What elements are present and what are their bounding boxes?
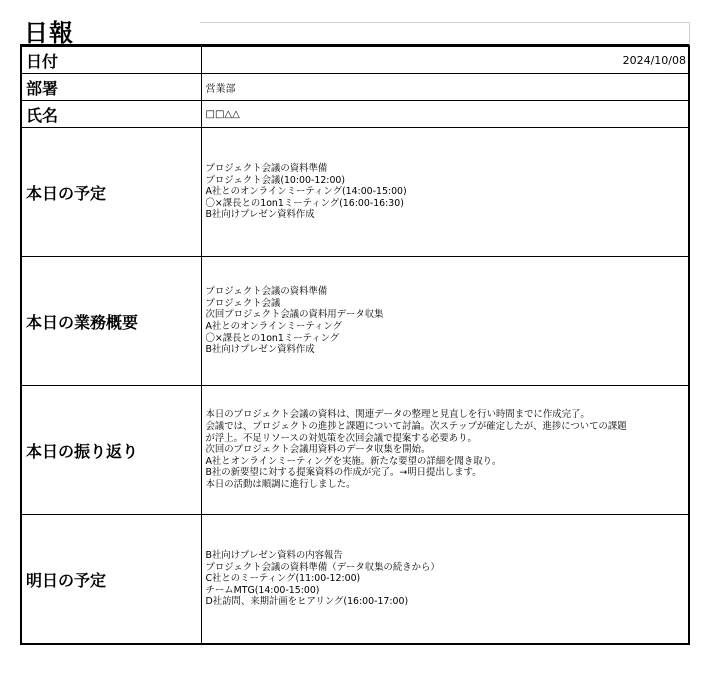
report-table bbox=[20, 46, 690, 645]
date-label-cell[interactable]: 日付 bbox=[21, 47, 201, 74]
text-line: C社とのミーティング(11:00-12:00) bbox=[205, 573, 361, 585]
row-today-plan bbox=[21, 128, 689, 257]
text-line: D社訪問、来期計画をヒアリング(16:00-17:00) bbox=[205, 596, 409, 608]
title-cell[interactable] bbox=[20, 19, 200, 47]
today-summary-lines bbox=[206, 286, 687, 356]
row-name bbox=[21, 101, 689, 128]
row-tomorrow-plan bbox=[21, 515, 689, 645]
text-line: B社向けプレゼン資料の内容報告 bbox=[205, 550, 343, 562]
today-review-value-cell[interactable] bbox=[201, 386, 689, 515]
tomorrow-plan-label-cell[interactable]: 明日の予定 bbox=[21, 515, 201, 645]
row-today-summary bbox=[21, 257, 689, 386]
tomorrow-plan-lines bbox=[206, 550, 687, 608]
text-line: A社とのオンラインミーティング(14:00-15:00) bbox=[205, 186, 407, 198]
text-line: 〇×課長との1on1ミーティング bbox=[205, 332, 340, 344]
title-row bbox=[20, 19, 690, 47]
today-plan-label-cell[interactable]: 本日の予定 bbox=[21, 128, 201, 257]
today-plan-lines bbox=[206, 163, 687, 221]
text-line: B社の新要望に対する提案資料の作成が完了。→明日提出します。 bbox=[205, 467, 482, 479]
text-line: プロジェクト会議の資料準備 bbox=[205, 286, 328, 298]
text-line: プロジェクト会議(10:00-12:00) bbox=[205, 174, 346, 186]
text-line: 〇×課長との1on1ミーティング(16:00-16:30) bbox=[205, 197, 404, 209]
today-review-label-cell[interactable]: 本日の振り返り bbox=[21, 386, 201, 515]
today-summary-label-cell[interactable]: 本日の業務概要 bbox=[21, 257, 201, 386]
text-line: が浮上。不足リソースの対処策を次回会議で提案する必要あり。 bbox=[205, 432, 477, 444]
date-value-cell[interactable]: 2024/10/08 bbox=[201, 47, 689, 74]
text-line: プロジェクト会議の資料準備（データ収集の続きから） bbox=[205, 561, 440, 573]
department-label-cell[interactable]: 部署 bbox=[21, 74, 201, 101]
text-line: B社向けプレゼン資料作成 bbox=[205, 209, 315, 221]
today-review-lines bbox=[206, 409, 687, 490]
text-line: 会議では、プロジェクトの進捗と課題について討論。次ステップが確定したが、進捗についての課題 bbox=[205, 421, 627, 433]
name-label-cell[interactable]: 氏名 bbox=[21, 101, 201, 128]
today-summary-value-cell[interactable] bbox=[201, 257, 689, 386]
today-plan-value-cell[interactable] bbox=[201, 128, 689, 257]
text-line: プロジェクト会議 bbox=[205, 297, 281, 309]
daily-report-sheet bbox=[20, 19, 690, 645]
row-date bbox=[21, 47, 689, 74]
text-line: 本日のプロジェクト会議の資料は、関連データの整理と見直しを行い時間までに作成完了。 bbox=[205, 409, 590, 421]
tomorrow-plan-value-cell[interactable] bbox=[201, 515, 689, 645]
text-line: A社とのオンラインミーティング bbox=[205, 321, 342, 332]
text-line: 本日の活動は順調に進行しました。 bbox=[205, 478, 356, 490]
department-value-cell[interactable]: 営業部 bbox=[201, 74, 689, 101]
text-line: プロジェクト会議の資料準備 bbox=[205, 163, 328, 175]
report-title: 日報 bbox=[24, 19, 74, 47]
row-today-review bbox=[21, 386, 689, 515]
text-line: チームMTG(14:00-15:00) bbox=[205, 584, 320, 596]
name-value-cell[interactable]: □□△△ bbox=[201, 101, 689, 128]
text-line: A社とオンラインミーティングを実施。新たな要望の詳細を聞き取り。 bbox=[205, 455, 502, 467]
title-blank-cell[interactable] bbox=[200, 22, 690, 46]
row-department bbox=[21, 74, 689, 101]
text-line: 次回プロジェクト会議の資料用データ収集 bbox=[205, 309, 384, 321]
text-line: 次回のプロジェクト会議用資料のデータ収集を開始。 bbox=[205, 444, 431, 456]
text-line: B社向けプレゼン資料作成 bbox=[205, 344, 315, 356]
